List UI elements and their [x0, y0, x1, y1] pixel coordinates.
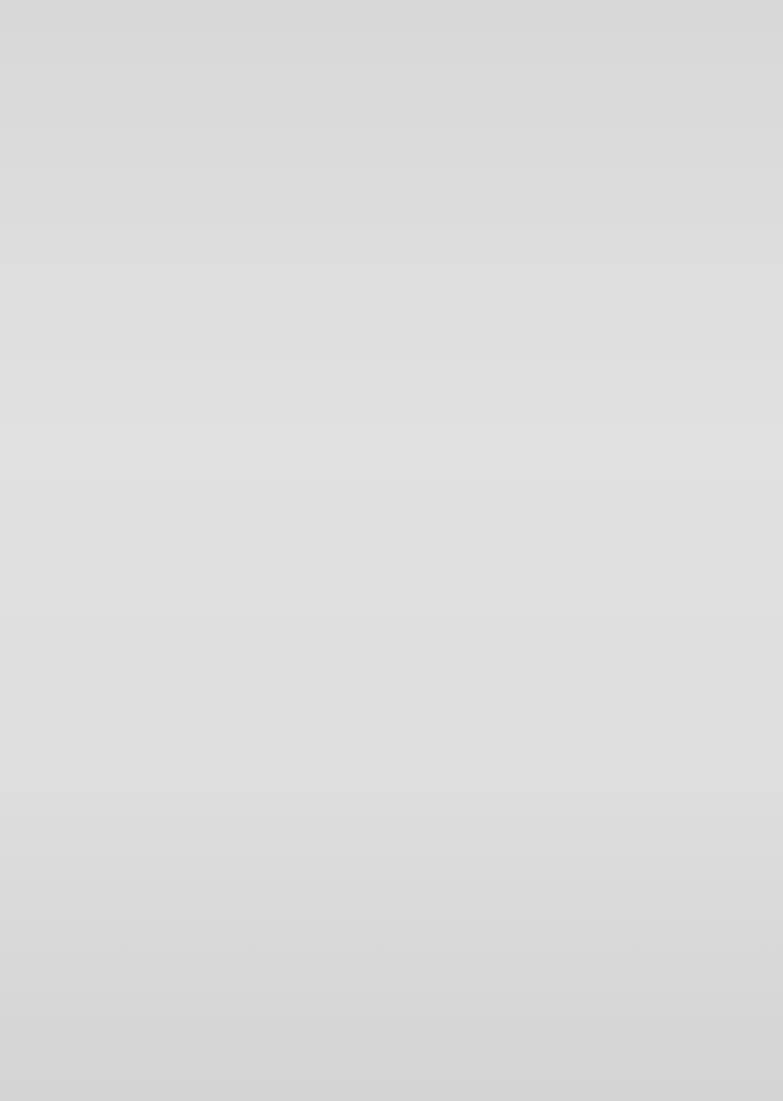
top-leaf-ornament-border [14, 20, 766, 100]
bottom-leaf-ornament-border [14, 1040, 766, 1074]
